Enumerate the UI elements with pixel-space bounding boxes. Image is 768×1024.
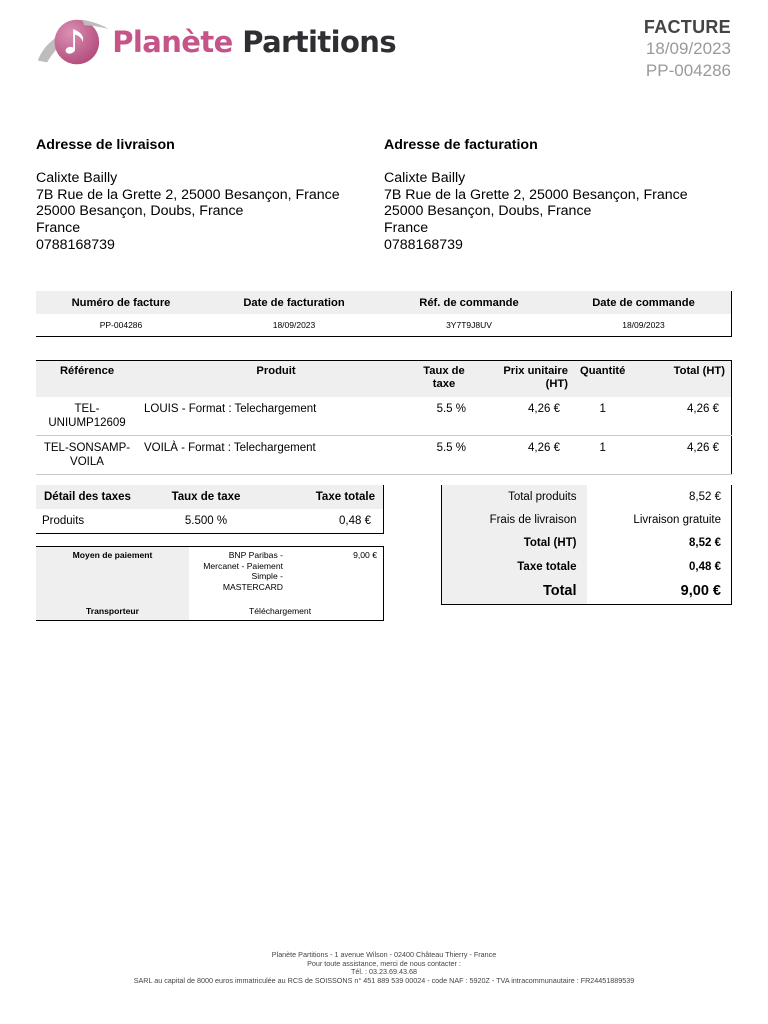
brand-logo	[36, 14, 396, 70]
brand-name-part2: Partitions	[242, 25, 396, 59]
column-header: Détail des taxes	[36, 485, 156, 509]
table-cell: 18/09/2023	[556, 314, 732, 336]
billing-country: France	[384, 220, 429, 237]
total-products-label: Total produits	[442, 485, 587, 508]
shipping-phone: 0788168739	[36, 236, 115, 253]
product-tax-rate: 5.5 %	[414, 435, 474, 474]
product-name: VOILÀ - Format : Telechargement	[138, 435, 414, 474]
product-quantity: 1	[574, 397, 631, 436]
column-header: Réf. de commande	[382, 291, 556, 314]
invoice-title: FACTURE	[643, 17, 731, 37]
billing-name: Calixte Bailly	[384, 169, 466, 186]
total-products-value: 8,52 €	[689, 490, 721, 503]
tax-detail-table	[36, 485, 384, 534]
column-header: Taxe totale	[256, 485, 384, 509]
table-row	[36, 314, 732, 336]
table-header-row	[36, 291, 732, 314]
table-row	[36, 435, 732, 474]
total-ht-label: Total (HT)	[442, 532, 587, 555]
grand-total-value: 9,00 €	[680, 583, 721, 600]
product-total: 4,26 €	[631, 435, 731, 474]
totals-table	[441, 485, 732, 605]
shipping-street: 7B Rue de la Grette 2, 25000 Besançon, France	[36, 186, 340, 203]
grand-total-label: Total	[442, 579, 587, 605]
product-quantity: 1	[574, 435, 631, 474]
shipping-country: France	[36, 220, 81, 237]
invoice-number: PP-004286	[645, 61, 731, 80]
product-reference: TEL-SONSAMP-VOILA	[36, 435, 138, 474]
table-header-row	[36, 361, 732, 397]
total-ht-value: 8,52 €	[689, 537, 721, 550]
table-row	[442, 555, 732, 578]
shipping-address-heading: Adresse de livraison	[36, 137, 175, 153]
tax-category: Produits	[42, 514, 85, 527]
column-header: Produit	[138, 361, 414, 397]
payment-table	[36, 546, 384, 621]
carrier-value: Téléchargement	[249, 606, 312, 617]
page-footer	[0, 951, 768, 986]
billing-city: 25000 Besançon, Doubs, France	[384, 203, 592, 220]
column-header: Quantité	[574, 361, 631, 397]
table-cell: PP-004286	[36, 314, 206, 336]
payment-method-value: BNP Paribas - Mercanet - Paiement Simple - MASTERCARD	[203, 550, 283, 592]
billing-address-heading: Adresse de facturation	[384, 137, 538, 153]
table-row	[36, 547, 384, 599]
column-header: Référence	[36, 361, 138, 397]
column-header: Numéro de facture	[36, 291, 206, 314]
payment-amount: 9,00 €	[353, 550, 377, 560]
table-row	[36, 509, 384, 533]
table-header-row	[36, 485, 384, 509]
product-unit-price: 4,26 €	[474, 435, 574, 474]
column-header: Date de commande	[556, 291, 732, 314]
product-total: 4,26 €	[631, 397, 731, 436]
table-row	[442, 485, 732, 508]
brand-name-part1: Planète	[112, 25, 233, 59]
shipping-name: Calixte Bailly	[36, 169, 118, 186]
footer-phone: Tél. : 03.23.69.43.68	[351, 967, 417, 977]
column-header: Date de facturation	[206, 291, 382, 314]
table-row	[36, 599, 384, 621]
billing-phone: 0788168739	[384, 236, 463, 253]
footer-assistance: Pour toute assistance, merci de nous contacter :	[307, 958, 461, 968]
table-row	[442, 508, 732, 531]
column-header: Total (HT)	[631, 361, 731, 397]
table-row	[442, 579, 732, 605]
music-note-icon	[36, 14, 110, 70]
products-table	[36, 360, 732, 475]
brand-name	[112, 25, 396, 59]
billing-address	[384, 137, 714, 254]
product-name: LOUIS - Format : Telechargement	[138, 397, 414, 436]
tax-amount: 0,48 €	[339, 514, 371, 527]
footer-address: Planète Partitions - 1 avenue Wilson - 02400 Château Thierry - France	[271, 950, 497, 959]
carrier-label: Transporteur	[36, 599, 189, 621]
product-reference: TEL-UNIUMP12609	[36, 397, 138, 436]
invoice-date: 18/09/2023	[645, 39, 731, 58]
column-header: Taux de taxe	[156, 485, 256, 509]
payment-method-label: Moyen de paiement	[36, 547, 189, 599]
billing-street: 7B Rue de la Grette 2, 25000 Besançon, France	[384, 186, 688, 203]
invoice-header	[644, 17, 731, 82]
product-tax-rate: 5.5 %	[414, 397, 474, 436]
table-cell: 3Y7T9J8UV	[382, 314, 556, 336]
footer-legal: SARL au capital de 8000 euros immatriculée au RCS de SOISSONS n° 451 889 539 00024 - code NAF : 5920Z - TVA intracommunautaire : FR24451889539	[133, 976, 635, 986]
shipping-fee-label: Frais de livraison	[442, 508, 587, 531]
product-unit-price: 4,26 €	[474, 397, 574, 436]
invoice-info-table	[36, 291, 732, 337]
total-tax-label: Taxe totale	[442, 555, 587, 578]
column-header: Prix unitaire (HT)	[474, 361, 574, 397]
tax-rate: 5.500 %	[184, 514, 228, 527]
total-tax-value: 0,48 €	[689, 560, 721, 573]
table-cell: 18/09/2023	[206, 314, 382, 336]
shipping-address	[36, 137, 366, 254]
table-row	[36, 397, 732, 436]
column-header: Taux de taxe	[414, 361, 474, 397]
shipping-fee-value: Livraison gratuite	[633, 514, 721, 527]
shipping-city: 25000 Besançon, Doubs, France	[36, 203, 244, 220]
table-row	[442, 532, 732, 555]
